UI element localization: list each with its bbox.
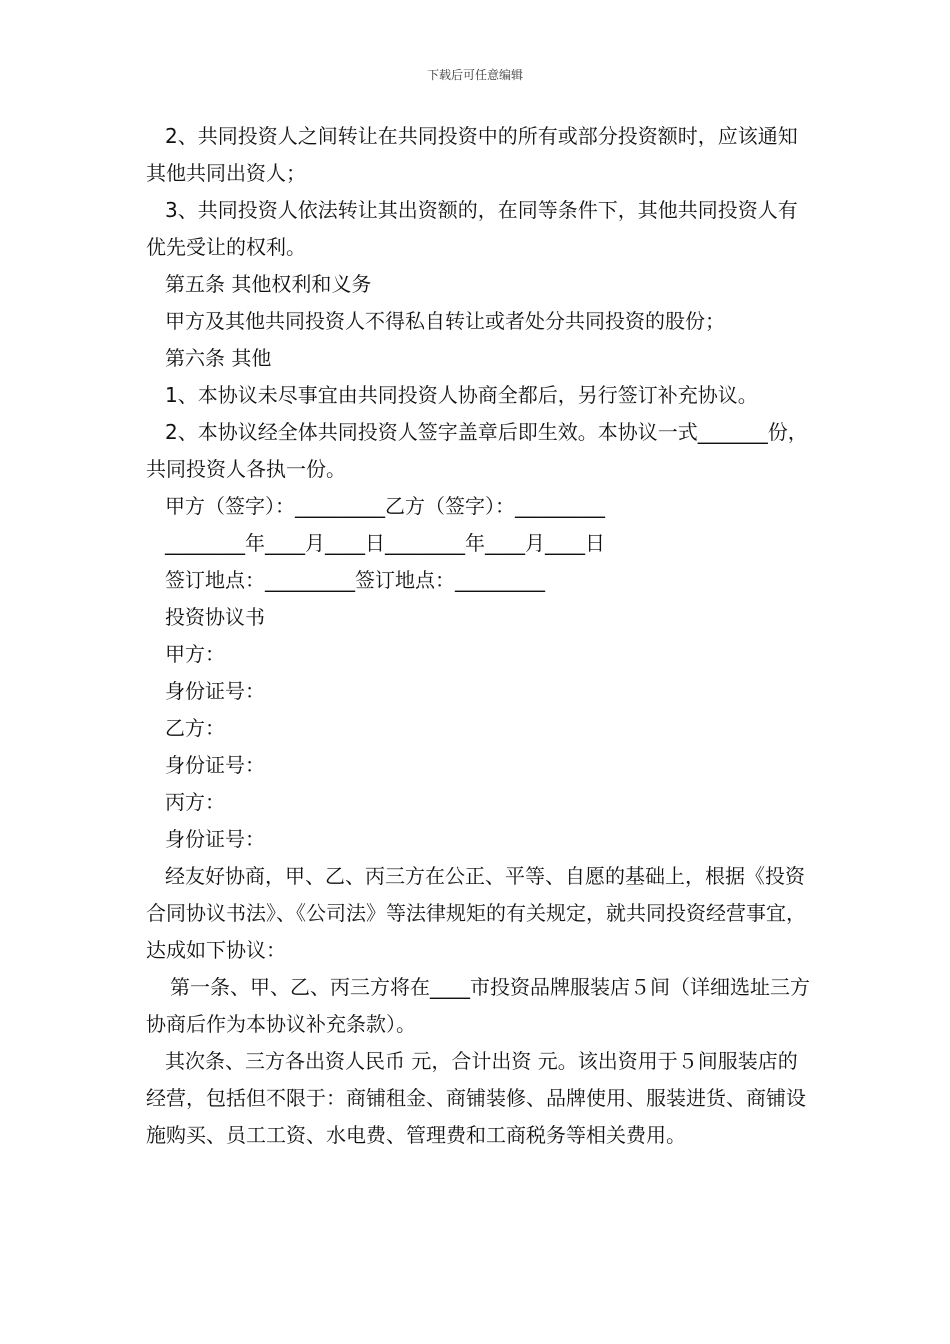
date-line: ________年____月____日________年____月____日 xyxy=(165,531,605,555)
document-title: 投资协议书 xyxy=(165,605,265,629)
party-c-label: 丙方： xyxy=(165,790,225,814)
signing-place-line: 签订地点：_________签订地点：_________ xyxy=(165,568,545,592)
article-1: 第一条、甲、乙、丙三方将在____市投资品牌服装店５间（详细选址三方协商后作为本协议补充条款）。 xyxy=(146,975,810,1036)
article-2: 其次条、三方各出资人民币 元，合计出资 元。该出资用于５间服装店的经营，包括但不限于：商铺租金、商铺装修、品牌使用、服装进货、商铺设施购买、员工工资、水电费、管理费和工商税务等相关费用。 xyxy=(146,1049,806,1147)
article-5-body: 甲方及其他共同投资人不得私自转让或者处分共同投资的股份； xyxy=(165,309,725,333)
document-body xyxy=(146,118,816,1154)
signature-line: 甲方（签字）：_________乙方（签字）：_________ xyxy=(165,494,605,518)
article-6-clause-2: 2、本协议经全体共同投资人签字盖章后即生效。本协议一式_______份，共同投资人各执一份。 xyxy=(146,420,808,481)
party-a-id-label: 身份证号： xyxy=(165,679,265,703)
party-c-id-label: 身份证号： xyxy=(165,827,265,851)
preamble: 经友好协商，甲、乙、丙三方在公正、平等、自愿的基础上，根据《投资合同协议书法》、《公司法》等法律规矩的有关规定，就共同投资经营事宜，达成如下协议： xyxy=(146,864,806,962)
article-6-heading: 第六条 其他 xyxy=(165,346,272,370)
article-6-clause-1: 1、本协议未尽事宜由共同投资人协商全都后，另行签订补充协议。 xyxy=(165,383,758,407)
page-header: 下载后可任意编辑 xyxy=(426,68,523,82)
article-5-heading: 第五条 其他权利和义务 xyxy=(165,272,372,296)
party-b-label: 乙方： xyxy=(165,716,225,740)
party-b-id-label: 身份证号： xyxy=(165,753,265,777)
article-4-clause-3: 3、共同投资人依法转让其出资额的，在同等条件下，其他共同投资人有优先受让的权利。 xyxy=(146,198,798,259)
article-4-clause-2: 2、共同投资人之间转让在共同投资中的所有或部分投资额时，应该通知其他共同出资人； xyxy=(146,124,798,185)
party-a-label: 甲方： xyxy=(165,642,225,666)
